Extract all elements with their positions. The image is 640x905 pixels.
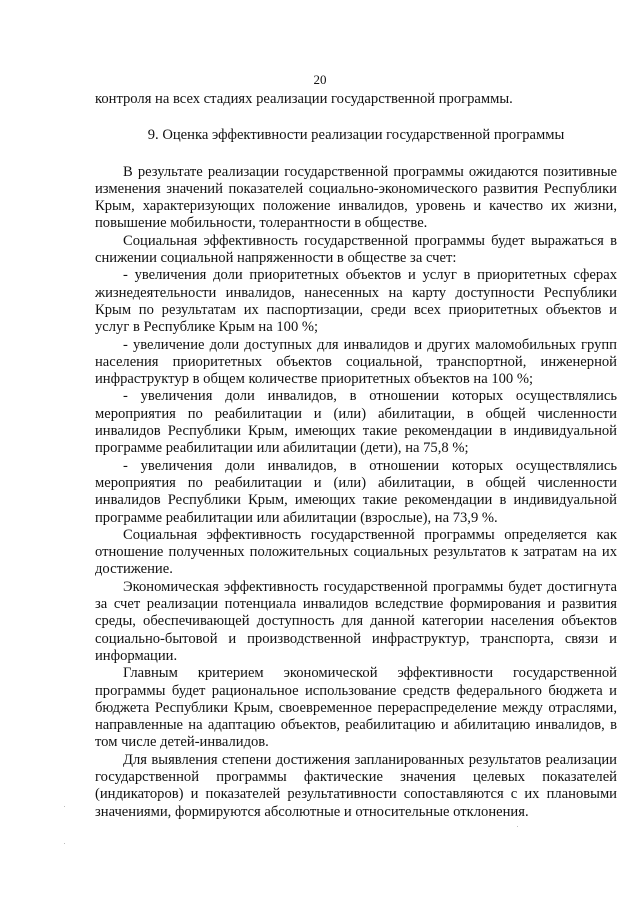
paragraph-expected-results: В результате реализации государственной программы ожидаются позитивные изменения значений показателей социально-экономического развития Республики Крым, характеризующих положение инвалидов, уровень и качество их жизни, повышение мобильности, толерантности в обществе.: [95, 163, 617, 232]
document-body: [95, 91, 617, 821]
page-number: 20: [313, 72, 327, 87]
paragraph-social-efficiency-definition: Социальная эффективность государственной программы определяется как отношение полученных положительных социальных результатов к затратам на их достижение.: [95, 526, 617, 578]
paragraph-economic-efficiency: Экономическая эффективность государственной программы будет достигнута за счет реализации потенциала инвалидов вследствие формирования и развития среды, обеспечивающей доступность для данной категории населения объектов социально-бытовой и производственной инфраструктур, транспорта, связи и информации.: [95, 578, 617, 664]
list-item-priority-objects: - увеличения доли приоритетных объектов и услуг в приоритетных сферах жизнедеятельности инвалидов, нанесенных на карту доступности Республики Крым по результатам их паспортизации, среди всех приоритетных объектов и услуг в Республике Крым на 100 %;: [95, 267, 617, 336]
list-item-accessible-objects: - увеличение доли доступных для инвалидов и других маломобильных групп населения приоритетных объектов социальной, транспортной, инженерной инфраструктур в общем количестве приоритетных объектов на 100 %;: [95, 336, 617, 388]
paragraph-social-efficiency-intro: Социальная эффективность государственной программы будет выражаться в снижении социальной напряженности в обществе за счет:: [95, 232, 617, 267]
list-item-rehabilitation-adults: - увеличения доли инвалидов, в отношении которых осуществлялись мероприятия по реабилитации и (или) абилитации, в общей численности инвалидов Республики Крым, имеющих такие рекомендации в индивидуальной программе реабилитации или абилитации (взрослые), на 73,9 %.: [95, 457, 617, 526]
scan-artifact: [64, 806, 65, 807]
paragraph-evaluation-method: Для выявления степени достижения запланированных результатов реализации государственной программы фактические значения целевых показателей (индикаторов) и показателей результативности сопоставляются с их плановыми значениями, формируются абсолютные и относительные отклонения.: [95, 751, 617, 820]
continuation-line: контроля на всех стадиях реализации государственной программы.: [95, 91, 513, 107]
list-item-rehabilitation-children: - увеличения доли инвалидов, в отношении которых осуществлялись мероприятия по реабилитации и (или) абилитации, в общей численности инвалидов Республики Крым, имеющих такие рекомендации в индивидуальной программе реабилитации или абилитации (дети), на 75,8 %;: [95, 388, 617, 457]
scan-artifact: [64, 843, 65, 844]
section-heading: 9. Оценка эффективности реализации государственной программы: [147, 127, 565, 144]
scan-artifact: [517, 826, 518, 827]
paragraph-main-criterion: Главным критерием экономической эффективности государственной программы будет рациональное использование средств федерального бюджета и бюджета Республики Крым, своевременное перераспределение между отраслями, направленные на адаптацию объектов, реабилитацию и абилитацию инвалидов, в том числе детей-инвалидов.: [95, 665, 617, 751]
